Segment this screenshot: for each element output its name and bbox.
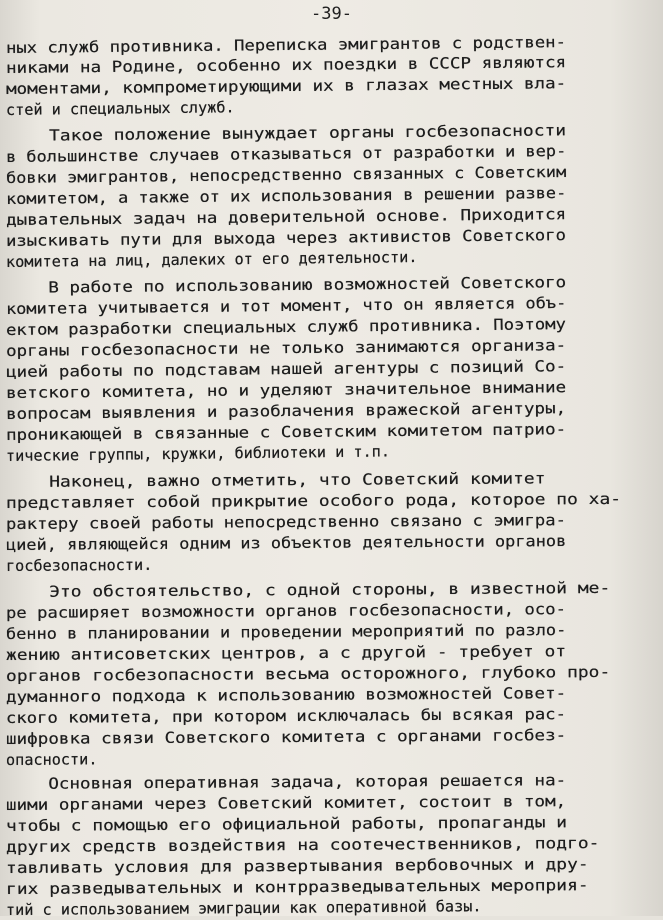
- page-number: -39-: [311, 4, 352, 24]
- text-line: В работе по использованию возможностей Советского: [5, 273, 567, 297]
- text-line: других средств воздействия на соотечественников, подго-: [5, 833, 600, 856]
- text-line: думанного подхода к использованию возможностей Совет-: [5, 684, 567, 706]
- text-line: бовки эмигрантов, непосредственно связанных с Советским: [5, 162, 567, 187]
- text-line: опасности.: [5, 750, 98, 769]
- text-line: стей и специальных служб.: [5, 98, 235, 119]
- text-line: представляет собой прикрытие особого рода, которое по ха-: [5, 489, 622, 512]
- text-line: ветского комитета, но и уделяют значительное внимание: [5, 378, 567, 402]
- text-line: в большинстве случаев отказываться от разработки и вер-: [5, 141, 567, 166]
- text-line: цией работы по подставам нашей агентуры с позиций Со-: [5, 357, 567, 381]
- text-line: шифровка связи Советского комитета с органами госбез-: [5, 726, 567, 748]
- text-line: Такое положение вынуждает органы госбезопасности: [5, 121, 567, 145]
- text-line: бенно в планировании и проведении мероприятий по разло-: [5, 620, 567, 643]
- text-line: тий с использованием эмиграции как оперативной базы.: [5, 897, 482, 919]
- text-line: дывательных задач на доверительной основе. Приходится: [5, 205, 567, 229]
- text-line: госбезопасности.: [5, 555, 153, 575]
- text-line: ре расширяет возможности органов госбезопасности, осо-: [5, 600, 566, 622]
- text-line: тические группы, кружки, библиотеки и т.п.: [5, 442, 391, 465]
- text-line: Это обстоятельство, с одной стороны, в известной ме-: [5, 578, 611, 601]
- text-line: гих разведывательных и контрразведывательных мероприя-: [5, 876, 589, 898]
- text-line: моментами, компрометирующими их в глазах местных вла-: [5, 74, 567, 98]
- text-line: органов госбезопасности весьма осторожного, глубоко про-: [5, 662, 611, 685]
- text-line: рактеру своей работы непосредственно связано с эмигра-: [5, 511, 566, 533]
- text-line: проникающей в связанные с Советским комитетом патрио-: [5, 420, 567, 444]
- text-line: шими органами через Советский комитет, состоит в том,: [5, 792, 567, 814]
- text-line: чтобы с помощью его официальной работы, пропаганды и: [5, 813, 568, 835]
- text-line: Основная оперативная задача, которая решается на-: [5, 771, 567, 793]
- text-line: вопросам выявления и разоблачения вражеской агентуры,: [5, 399, 567, 423]
- text-line: комитета на лиц, далеких от его деятельности.: [5, 248, 418, 271]
- text-line: комитета учитывается и тот момент, что он является объ-: [5, 293, 567, 318]
- text-line: изыскивать пути для выхода через активистов Советского: [5, 226, 567, 250]
- text-line: органы госбезопасности не только занимаются организа-: [5, 336, 567, 360]
- text-line: никами на Родине, особенно их поездки в СССР являются: [5, 53, 567, 77]
- text-line: ского комитета, при котором исключалась бы всякая рас-: [5, 705, 566, 727]
- text-line: жению антисоветских центров, а с другой - требует от: [5, 642, 567, 664]
- text-line: ных служб противника. Переписка эмигрантов с родствен-: [5, 33, 567, 57]
- text-line: комитетом, а также от их использования в решении разве-: [5, 183, 567, 208]
- text-line: цией, являющейся одним из объектов деятельности органов: [5, 531, 567, 554]
- text-line: Наконец, важно отметить, что Советский комитет: [5, 469, 546, 491]
- text-line: тавливать условия для развертывания вербовочных и дру-: [5, 855, 589, 877]
- text-line: ектом разработки специальных служб противника. Поэтому: [5, 315, 567, 339]
